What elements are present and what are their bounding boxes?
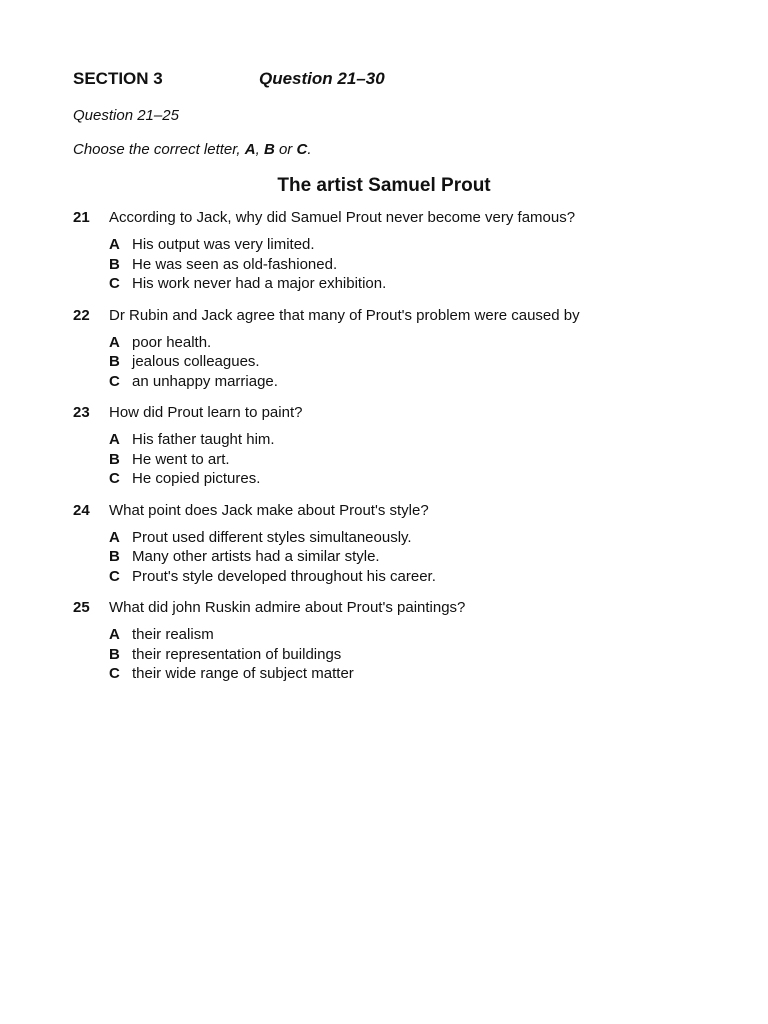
question-21 <box>73 209 693 294</box>
option-text: He copied pictures. <box>132 470 261 487</box>
option-text: His output was very limited. <box>132 236 315 253</box>
subsection-question-range: Question 21–25 <box>73 107 179 124</box>
instruction-separator: , <box>255 141 264 158</box>
question-number: 25 <box>73 599 90 616</box>
option-letter: C <box>109 275 120 292</box>
question-text: Dr Rubin and Jack agree that many of Prout's problem were caused by <box>109 306 580 324</box>
question-number: 22 <box>73 306 90 324</box>
question-22 <box>73 307 693 392</box>
option-text: their realism <box>132 626 214 643</box>
option-letter: C <box>109 665 120 682</box>
option-list <box>109 333 693 392</box>
instruction-letter-a: A <box>244 141 256 158</box>
option-letter: C <box>109 372 120 390</box>
question-text: What point does Jack make about Prout's style? <box>109 501 429 519</box>
question-number: 24 <box>73 501 90 519</box>
option-letter: A <box>109 333 120 351</box>
question-number: 21 <box>73 209 90 226</box>
option-text: poor health. <box>132 333 212 351</box>
instruction-text <box>73 141 312 159</box>
option-text: Many other artists had a similar style. <box>132 548 380 565</box>
option-text: Prout's style developed throughout his career. <box>132 567 436 585</box>
option-letter: A <box>109 626 120 643</box>
option-b[interactable] <box>109 255 693 275</box>
option-b[interactable] <box>109 352 693 372</box>
option-c[interactable] <box>109 469 693 489</box>
option-text: their wide range of subject matter <box>132 665 354 682</box>
option-text: Prout used different styles simultaneously. <box>132 528 412 546</box>
option-text: an unhappy marriage. <box>132 372 278 390</box>
option-a[interactable] <box>109 625 693 645</box>
instruction-letter-b: B <box>263 141 275 158</box>
question-stem <box>73 307 693 325</box>
option-list <box>109 430 693 489</box>
option-b[interactable] <box>109 450 693 470</box>
option-letter: B <box>109 645 120 663</box>
question-stem <box>73 599 693 617</box>
question-23 <box>73 404 693 489</box>
instruction-prefix: Choose the correct letter, <box>73 141 245 158</box>
option-letter: B <box>109 548 120 565</box>
option-c[interactable] <box>109 372 693 392</box>
question-text: How did Prout learn to paint? <box>109 404 303 421</box>
option-letter: B <box>109 450 120 468</box>
option-a[interactable] <box>109 333 693 353</box>
question-25 <box>73 599 693 684</box>
option-text: jealous colleagues. <box>132 353 260 370</box>
option-c[interactable] <box>109 274 693 294</box>
option-text: He went to art. <box>132 450 230 468</box>
question-stem <box>73 209 693 227</box>
instruction-letter-c: C <box>296 141 308 158</box>
option-text: He was seen as old-fashioned. <box>132 255 338 273</box>
instruction-suffix: . <box>307 141 312 158</box>
option-text: His work never had a major exhibition. <box>132 275 387 292</box>
option-text: His father taught him. <box>132 431 275 448</box>
option-a[interactable] <box>109 430 693 450</box>
option-letter: C <box>109 470 120 487</box>
option-a[interactable] <box>109 528 693 548</box>
question-24 <box>73 502 693 587</box>
option-letter: B <box>109 255 120 273</box>
option-list <box>109 528 693 587</box>
passage-title: The artist Samuel Prout <box>277 175 491 196</box>
question-text: What did john Ruskin admire about Prout's paintings? <box>109 599 466 616</box>
question-stem <box>73 502 693 520</box>
question-number: 23 <box>73 404 90 421</box>
option-list <box>109 235 693 294</box>
option-letter: C <box>109 567 120 585</box>
option-letter: A <box>109 528 120 546</box>
option-letter: A <box>109 431 120 448</box>
question-text: According to Jack, why did Samuel Prout never become very famous? <box>109 209 576 226</box>
question-stem <box>73 404 693 422</box>
option-c[interactable] <box>109 567 693 587</box>
section-label: SECTION 3 <box>73 69 163 88</box>
option-a[interactable] <box>109 235 693 255</box>
option-text: their representation of buildings <box>132 645 342 663</box>
option-list <box>109 625 693 684</box>
option-b[interactable] <box>109 547 693 567</box>
instruction-or: or <box>274 141 297 158</box>
question-list <box>73 209 693 697</box>
section-header <box>73 69 385 89</box>
section-question-range: Question 21–30 <box>259 69 385 88</box>
option-letter: A <box>109 236 120 253</box>
option-b[interactable] <box>109 645 693 665</box>
option-c[interactable] <box>109 664 693 684</box>
option-letter: B <box>109 353 120 370</box>
